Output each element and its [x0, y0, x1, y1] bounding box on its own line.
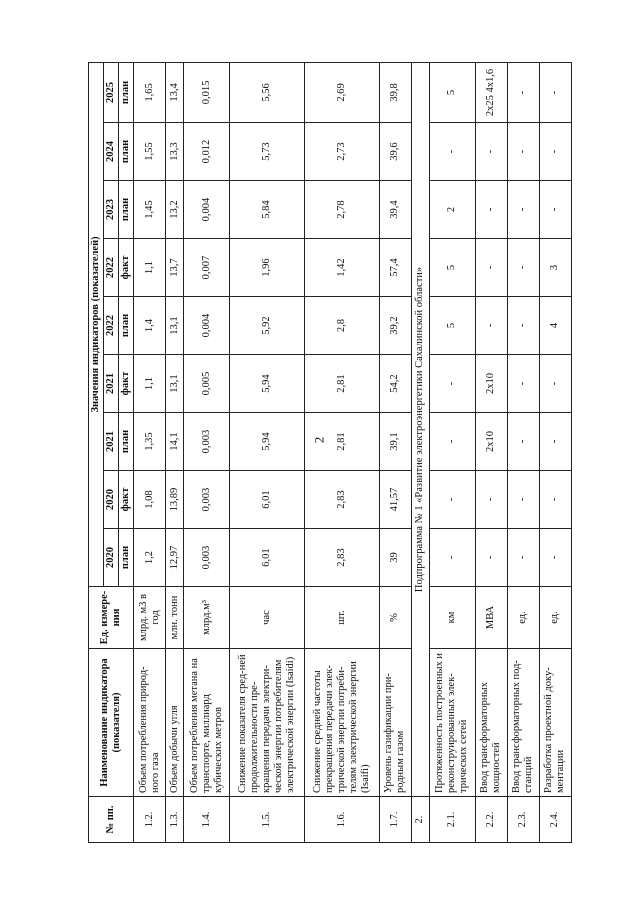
row-value-cell: 13,89 [166, 471, 184, 529]
row-value-cell: 1,1 [134, 355, 166, 413]
table-row [475, 62, 507, 842]
row-value-cell: 5,73 [230, 123, 305, 181]
row-value-cell: - [507, 413, 539, 471]
row-num-cell: 1.5. [230, 797, 305, 843]
row-value-cell: - [429, 413, 475, 471]
row-name-cell: Объем добычи угля [166, 649, 184, 797]
row-num-cell: 1.6. [305, 797, 380, 843]
row-value-cell: 0,012 [183, 123, 229, 181]
table-row [230, 62, 305, 842]
row-value-cell: 13,1 [166, 297, 184, 355]
row-value-cell: 1,35 [134, 413, 166, 471]
year-header: 2023 [104, 181, 119, 239]
row-value-cell: 1,55 [134, 123, 166, 181]
row-value-cell: 2,81 [305, 413, 380, 471]
row-value-cell: - [507, 62, 539, 122]
col-num-header: № пп. [89, 797, 134, 843]
page-number: 2 [311, 436, 327, 444]
row-value-cell: 0,007 [183, 239, 229, 297]
year-header: 2022 [104, 239, 119, 297]
row-value-cell: 39 [379, 529, 411, 587]
row-name-cell: Снижение показателя сред-ней продолжительности пре-кращения передачи электри-ческой энергии потребителям электрической энергии (Isaidi) [230, 649, 305, 797]
row-value-cell: 2х10 [475, 413, 507, 471]
row-value-cell: - [539, 355, 571, 413]
row-value-cell: 2,8 [305, 297, 380, 355]
row-unit-cell: км [429, 587, 475, 649]
row-unit-cell: % [379, 587, 411, 649]
row-value-cell: - [507, 123, 539, 181]
row-value-cell: - [507, 181, 539, 239]
row-value-cell: 54,2 [379, 355, 411, 413]
row-num-cell: 2.3. [507, 797, 539, 843]
subprogram-section [411, 62, 429, 842]
values-header: Значения индикаторов (показателей) [89, 62, 104, 586]
row-value-cell: - [539, 181, 571, 239]
table-row [183, 62, 229, 842]
row-name-cell: Ввод трансформаторных мощностей [475, 649, 507, 797]
row-value-cell: 0,004 [183, 297, 229, 355]
row-value-cell: 1,65 [134, 62, 166, 122]
row-value-cell: 13,1 [166, 355, 184, 413]
row-num-cell: 1.2. [134, 797, 166, 843]
col-unit-header: Ед. измере-ния [89, 587, 134, 649]
row-value-cell: 2,78 [305, 181, 380, 239]
row-value-cell: 5,56 [230, 62, 305, 122]
row-value-cell: 1,2 [134, 529, 166, 587]
row-value-cell: 39,8 [379, 62, 411, 122]
row-value-cell: 39,4 [379, 181, 411, 239]
row-value-cell: 39,6 [379, 123, 411, 181]
row-name-cell: Снижение средней частоты прекращения передачи элек-трической энергии потреби-телям электрической энергии (Isaifi) [305, 649, 380, 797]
row-num-cell: 1.4. [183, 797, 229, 843]
kind-header: факт [119, 471, 134, 529]
table-body-section-2 [429, 62, 571, 842]
row-value-cell: - [507, 239, 539, 297]
row-value-cell: - [539, 62, 571, 122]
year-header: 2021 [104, 413, 119, 471]
row-value-cell: 39,2 [379, 297, 411, 355]
row-value-cell: 2,83 [305, 529, 380, 587]
row-value-cell: 13,2 [166, 181, 184, 239]
row-value-cell: - [475, 123, 507, 181]
row-value-cell: 3 [539, 239, 571, 297]
row-value-cell: - [475, 529, 507, 587]
kind-header: факт [119, 239, 134, 297]
row-value-cell: 57,4 [379, 239, 411, 297]
row-unit-cell: час [230, 587, 305, 649]
row-value-cell: 2 [429, 181, 475, 239]
row-value-cell: 2х10 [475, 355, 507, 413]
row-value-cell: 4 [539, 297, 571, 355]
row-value-cell: - [539, 123, 571, 181]
subprogram-title: Подпрограмма № 1 «Развитие электроэнергетики Сахалинской области» [411, 62, 429, 796]
row-value-cell: - [539, 413, 571, 471]
table-row [134, 62, 166, 842]
row-value-cell: - [475, 239, 507, 297]
row-value-cell: 0,003 [183, 471, 229, 529]
year-header: 2022 [104, 297, 119, 355]
row-value-cell: 39,1 [379, 413, 411, 471]
row-value-cell: - [507, 529, 539, 587]
row-value-cell: - [475, 471, 507, 529]
row-name-cell: Протяженность построенных и реконструированных элек-трических сетей [429, 649, 475, 797]
row-num-cell: 1.3. [166, 797, 184, 843]
row-value-cell: 2х25 4х1,6 [475, 62, 507, 122]
row-name-cell: Объем потребления метана на транспорте, миллиард кубических метров [183, 649, 229, 797]
row-unit-cell: МВА [475, 587, 507, 649]
row-unit-cell: ед. [539, 587, 571, 649]
row-value-cell: 6,01 [230, 471, 305, 529]
row-value-cell: 2,81 [305, 355, 380, 413]
subprogram-row [411, 62, 429, 842]
row-value-cell: 14,1 [166, 413, 184, 471]
row-num-cell: 2.4. [539, 797, 571, 843]
row-name-cell: Разработка проектной доку-ментации [539, 649, 571, 797]
row-value-cell: - [475, 297, 507, 355]
row-value-cell: 41,57 [379, 471, 411, 529]
year-header: 2024 [104, 123, 119, 181]
table-row [379, 62, 411, 842]
table-body-section-1 [134, 62, 412, 842]
kind-header: план [119, 297, 134, 355]
row-value-cell: 6,01 [230, 529, 305, 587]
row-value-cell: 5 [429, 297, 475, 355]
row-value-cell: 2,73 [305, 123, 380, 181]
row-value-cell: 13,4 [166, 62, 184, 122]
row-value-cell: 13,3 [166, 123, 184, 181]
table-row [429, 62, 475, 842]
table-row [305, 62, 380, 842]
col-name-header: Наименование индикатора (показателя) [89, 649, 134, 797]
kind-header: факт [119, 355, 134, 413]
row-value-cell: - [475, 181, 507, 239]
year-header: 2025 [104, 62, 119, 122]
row-value-cell: - [539, 471, 571, 529]
row-value-cell: 5,84 [230, 181, 305, 239]
kind-header: план [119, 529, 134, 587]
row-value-cell: 13,7 [166, 239, 184, 297]
subprogram-num: 2. [411, 797, 429, 843]
row-value-cell: 5,94 [230, 355, 305, 413]
row-value-cell: 0,005 [183, 355, 229, 413]
row-value-cell: 1,1 [134, 239, 166, 297]
rotated-table-container [88, 63, 572, 843]
row-value-cell: 0,004 [183, 181, 229, 239]
kind-header: план [119, 413, 134, 471]
row-unit-cell: ед. [507, 587, 539, 649]
row-value-cell: 2,83 [305, 471, 380, 529]
row-name-cell: Уровень газификации при-родным газом [379, 649, 411, 797]
row-unit-cell: млн. тонн [166, 587, 184, 649]
table-row [539, 62, 571, 842]
row-num-cell: 2.2. [475, 797, 507, 843]
row-unit-cell: млрд. м3 в год [134, 587, 166, 649]
row-name-cell: Объем потребления природ-ного газа [134, 649, 166, 797]
row-value-cell: 0,003 [183, 529, 229, 587]
row-value-cell: 5 [429, 62, 475, 122]
row-value-cell: 1,4 [134, 297, 166, 355]
row-value-cell: - [429, 471, 475, 529]
kind-header: план [119, 123, 134, 181]
row-value-cell: - [507, 355, 539, 413]
row-value-cell: 2,69 [305, 62, 380, 122]
row-value-cell: 1,42 [305, 239, 380, 297]
row-value-cell: 1,45 [134, 181, 166, 239]
row-unit-cell: млрд.м³ [183, 587, 229, 649]
row-value-cell: 5,94 [230, 413, 305, 471]
kind-header: план [119, 62, 134, 122]
row-name-cell: Ввод трансформаторных под-станций [507, 649, 539, 797]
year-header: 2020 [104, 529, 119, 587]
row-value-cell: 12,97 [166, 529, 184, 587]
row-value-cell: 1,08 [134, 471, 166, 529]
row-value-cell: 5,92 [230, 297, 305, 355]
row-num-cell: 1.7. [379, 797, 411, 843]
row-value-cell: 0,015 [183, 62, 229, 122]
row-value-cell: 1,96 [230, 239, 305, 297]
table-row [166, 62, 184, 842]
row-unit-cell: шт. [305, 587, 380, 649]
row-value-cell: - [429, 529, 475, 587]
row-value-cell: - [429, 123, 475, 181]
row-value-cell: 0,003 [183, 413, 229, 471]
row-value-cell: - [507, 471, 539, 529]
kind-header: план [119, 181, 134, 239]
indicators-table [88, 62, 572, 843]
year-header: 2021 [104, 355, 119, 413]
row-value-cell: - [507, 297, 539, 355]
row-value-cell: 5 [429, 239, 475, 297]
row-num-cell: 2.1. [429, 797, 475, 843]
table-row [507, 62, 539, 842]
row-value-cell: - [429, 355, 475, 413]
header-row-1 [89, 62, 104, 842]
row-value-cell: - [539, 529, 571, 587]
year-header: 2020 [104, 471, 119, 529]
